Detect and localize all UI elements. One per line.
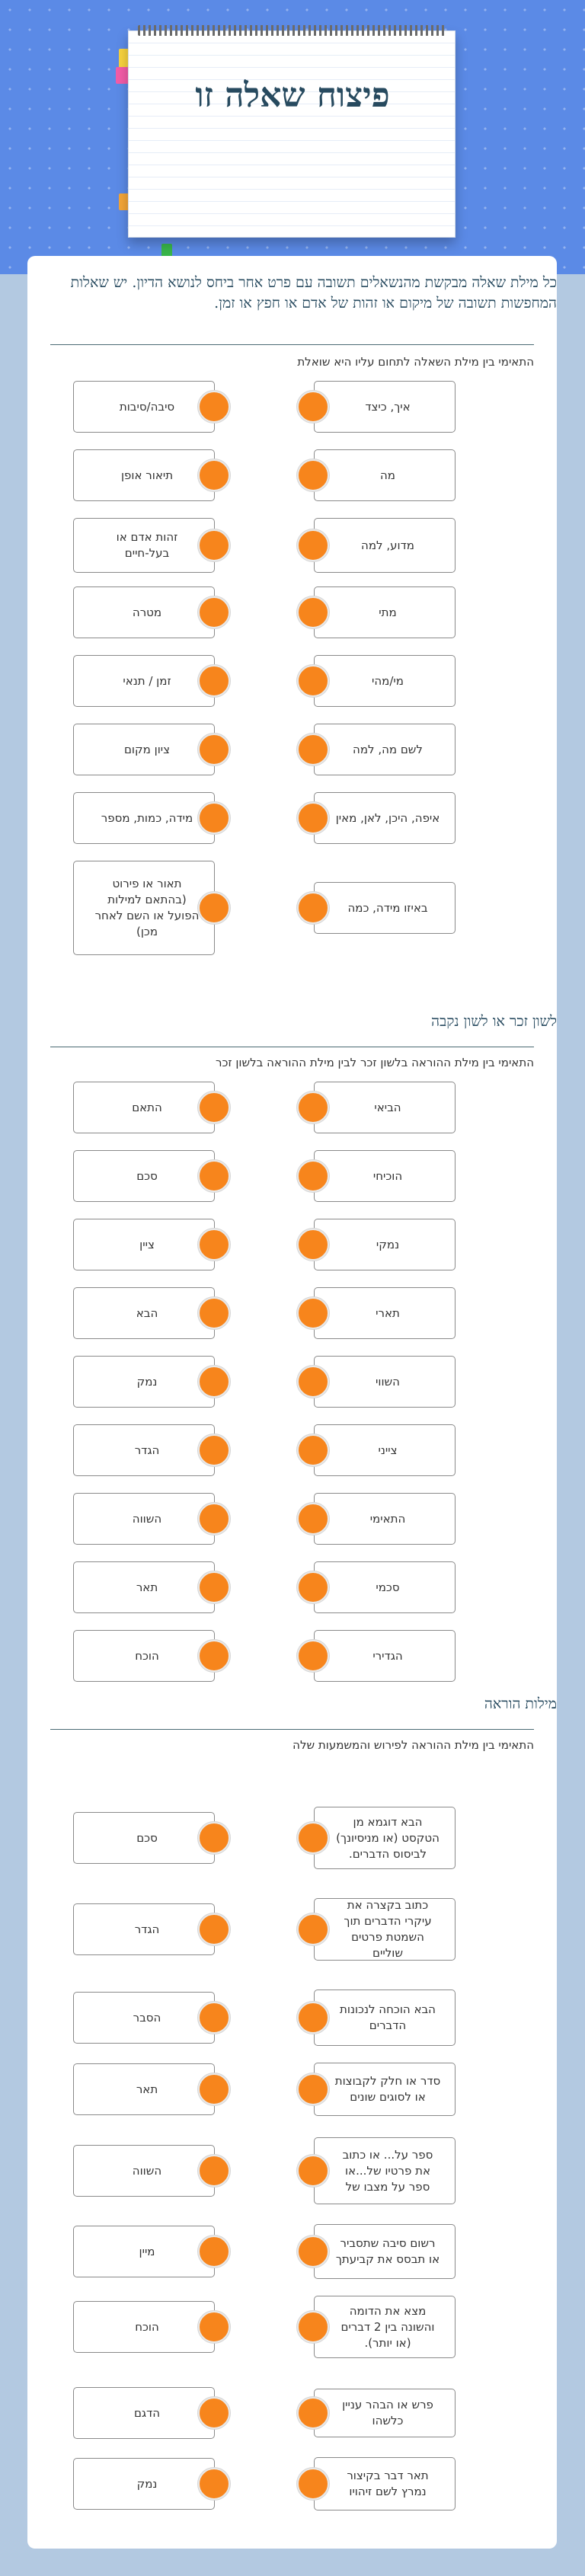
connector-dot[interactable] bbox=[297, 2236, 329, 2268]
connector-dot[interactable] bbox=[297, 2397, 329, 2429]
connector-dot[interactable] bbox=[297, 2311, 329, 2343]
section-instruction: התאימי בין מילת ההוראה לפירוש והמשמעות שלה bbox=[292, 1738, 534, 1752]
match-item-left[interactable]: נמק bbox=[73, 2458, 215, 2510]
match-item-right[interactable]: התאימי bbox=[314, 1493, 456, 1545]
connector-dot[interactable] bbox=[198, 892, 230, 924]
match-item-right[interactable]: מצא את הדומה והשונה בין 2 דברים (או יותר). bbox=[314, 2296, 456, 2358]
match-item-left[interactable]: תאר bbox=[73, 2063, 215, 2115]
match-item-right[interactable]: הוכיחי bbox=[314, 1150, 456, 1202]
connector-dot[interactable] bbox=[297, 2468, 329, 2500]
connector-dot[interactable] bbox=[198, 1640, 230, 1672]
connector-dot[interactable] bbox=[297, 1503, 329, 1535]
header-banner bbox=[0, 0, 585, 274]
content-card bbox=[27, 256, 557, 2549]
match-item-right[interactable]: הבא דוגמא מן הטקסט (או מניסיונך) לביסוס הדברים. bbox=[314, 1807, 456, 1869]
match-item-right[interactable]: איך, כיצד bbox=[314, 381, 456, 433]
connector-dot[interactable] bbox=[297, 1091, 329, 1123]
section-title: מילות הוראה bbox=[484, 1695, 557, 1712]
match-item-right[interactable]: תארי bbox=[314, 1287, 456, 1339]
connector-dot[interactable] bbox=[297, 1913, 329, 1945]
notebook-spiral bbox=[138, 25, 446, 36]
connector-dot[interactable] bbox=[198, 391, 230, 423]
connector-dot[interactable] bbox=[198, 596, 230, 628]
match-item-right[interactable]: השווי bbox=[314, 1356, 456, 1408]
connector-dot[interactable] bbox=[297, 1822, 329, 1854]
connector-dot[interactable] bbox=[297, 665, 329, 697]
match-item-left[interactable]: ציון מקום bbox=[73, 724, 215, 775]
match-item-left[interactable]: תיאור אופן bbox=[73, 449, 215, 501]
connector-dot[interactable] bbox=[198, 802, 230, 834]
connector-dot[interactable] bbox=[198, 1091, 230, 1123]
connector-dot[interactable] bbox=[297, 596, 329, 628]
match-item-left[interactable]: סכם bbox=[73, 1812, 215, 1864]
section-divider bbox=[50, 344, 534, 345]
match-item-right[interactable]: הבא הוכחה לנכונות הדברים bbox=[314, 1990, 456, 2046]
connector-dot[interactable] bbox=[198, 1434, 230, 1466]
connector-dot[interactable] bbox=[198, 1366, 230, 1398]
match-item-left[interactable]: תאור או פירוט (בהתאם למילות הפועל או השם לאחר מכן) bbox=[73, 861, 215, 955]
match-item-right[interactable]: תאר דבר בקיצור נמרץ לשם זיהויו bbox=[314, 2457, 456, 2510]
match-item-left[interactable]: הבא bbox=[73, 1287, 215, 1339]
connector-dot[interactable] bbox=[297, 1229, 329, 1261]
connector-dot[interactable] bbox=[297, 733, 329, 765]
connector-dot[interactable] bbox=[198, 1160, 230, 1192]
match-item-right[interactable]: באיזו מידה, כמה bbox=[314, 882, 456, 934]
section-instruction: התאימי בין מילת ההוראה בלשון זכר לבין מילת ההוראה בלשון זכר bbox=[215, 1056, 534, 1069]
connector-dot[interactable] bbox=[198, 1229, 230, 1261]
match-item-left[interactable]: הגדר bbox=[73, 1424, 215, 1476]
match-item-left[interactable]: הוכח bbox=[73, 2301, 215, 2353]
connector-dot[interactable] bbox=[297, 391, 329, 423]
connector-dot[interactable] bbox=[297, 1571, 329, 1603]
connector-dot[interactable] bbox=[198, 1297, 230, 1329]
match-item-left[interactable]: זמן / תנאי bbox=[73, 655, 215, 707]
match-item-right[interactable]: מי/מהי bbox=[314, 655, 456, 707]
connector-dot[interactable] bbox=[198, 665, 230, 697]
connector-dot[interactable] bbox=[198, 2002, 230, 2034]
connector-dot[interactable] bbox=[297, 2002, 329, 2034]
connector-dot[interactable] bbox=[198, 1503, 230, 1535]
connector-dot[interactable] bbox=[297, 1434, 329, 1466]
connector-dot[interactable] bbox=[198, 1913, 230, 1945]
match-item-left[interactable]: סכם bbox=[73, 1150, 215, 1202]
match-item-left[interactable]: נמק bbox=[73, 1356, 215, 1408]
match-item-left[interactable]: מידה, כמות, מספר bbox=[73, 792, 215, 844]
connector-dot[interactable] bbox=[297, 802, 329, 834]
connector-dot[interactable] bbox=[198, 2073, 230, 2105]
match-item-right[interactable]: ספר על... או כתוב את פרטיו של...או ספר על מצבו של bbox=[314, 2137, 456, 2204]
section-instruction: התאימי בין מילת השאלה לתחום עליו היא שואלת bbox=[297, 355, 534, 369]
connector-dot[interactable] bbox=[297, 459, 329, 491]
connector-dot[interactable] bbox=[198, 2155, 230, 2187]
match-item-right[interactable]: רשום סיבה שתסביר או תבסס את קביעתך bbox=[314, 2224, 456, 2279]
connector-dot[interactable] bbox=[297, 892, 329, 924]
match-item-left[interactable]: סיבה/סיבות bbox=[73, 381, 215, 433]
match-item-right[interactable]: צייני bbox=[314, 1424, 456, 1476]
connector-dot[interactable] bbox=[198, 459, 230, 491]
intro-text: כל מילת שאלה מבקשת מהנשאלים תשובה עם פרט אחר ביחס לנושא הדיון. יש שאלות המחפשות תשובה של מיקום או זהות של אדם או חפץ או זמן. bbox=[70, 274, 557, 312]
connector-dot[interactable] bbox=[297, 1297, 329, 1329]
match-item-right[interactable]: סדר או חלק לקבוצות או לסוגים שונים bbox=[314, 2063, 456, 2116]
match-item-right[interactable]: הגדירי bbox=[314, 1630, 456, 1682]
match-item-right[interactable]: לשם מה, למה bbox=[314, 724, 456, 775]
match-item-right[interactable]: מתי bbox=[314, 586, 456, 638]
match-item-left[interactable]: מטרה bbox=[73, 586, 215, 638]
connector-dot[interactable] bbox=[297, 1160, 329, 1192]
connector-dot[interactable] bbox=[297, 2073, 329, 2105]
match-item-right[interactable]: פרש או הבהר עניין כלשהו bbox=[314, 2389, 456, 2437]
match-item-left[interactable]: הסבר bbox=[73, 1992, 215, 2044]
match-item-left[interactable]: הדגם bbox=[73, 2387, 215, 2439]
match-item-left[interactable]: השווה bbox=[73, 2145, 215, 2197]
match-item-left[interactable]: מיין bbox=[73, 2226, 215, 2277]
section-divider bbox=[50, 1729, 534, 1730]
connector-dot[interactable] bbox=[297, 1640, 329, 1672]
match-item-right[interactable]: סכמי bbox=[314, 1561, 456, 1613]
match-item-right[interactable]: הביאי bbox=[314, 1082, 456, 1133]
section-title: לשון זכר או לשון נקבה bbox=[431, 1013, 557, 1030]
connector-dot[interactable] bbox=[198, 2236, 230, 2268]
connector-dot[interactable] bbox=[297, 1366, 329, 1398]
match-item-left[interactable]: ציין bbox=[73, 1219, 215, 1270]
match-item-left[interactable]: הגדר bbox=[73, 1903, 215, 1955]
match-item-left[interactable]: זהות אדם או בעל-חיים bbox=[73, 518, 215, 573]
match-item-right[interactable]: נמקי bbox=[314, 1219, 456, 1270]
connector-dot[interactable] bbox=[198, 529, 230, 561]
notebook-illustration bbox=[128, 30, 456, 238]
match-item-left[interactable]: השווה bbox=[73, 1493, 215, 1545]
connector-dot[interactable] bbox=[198, 2397, 230, 2429]
match-item-right[interactable]: מדוע, למה bbox=[314, 518, 456, 573]
match-item-right[interactable]: כתוב בקצרה את עיקרי הדברים תוך השמטת פרטים שוליים bbox=[314, 1898, 456, 1961]
connector-dot[interactable] bbox=[198, 733, 230, 765]
page-title: פיצוח שאלה זו bbox=[195, 76, 390, 115]
connector-dot[interactable] bbox=[198, 2468, 230, 2500]
connector-dot[interactable] bbox=[198, 1571, 230, 1603]
connector-dot[interactable] bbox=[198, 2311, 230, 2343]
connector-dot[interactable] bbox=[198, 1822, 230, 1854]
connector-dot[interactable] bbox=[297, 529, 329, 561]
match-item-left[interactable]: תאר bbox=[73, 1561, 215, 1613]
connector-dot[interactable] bbox=[297, 2155, 329, 2187]
match-item-right[interactable]: איפה, היכן, לאן, מאין bbox=[314, 792, 456, 844]
match-item-left[interactable]: התאם bbox=[73, 1082, 215, 1133]
match-item-right[interactable]: מה bbox=[314, 449, 456, 501]
match-item-left[interactable]: הוכח bbox=[73, 1630, 215, 1682]
